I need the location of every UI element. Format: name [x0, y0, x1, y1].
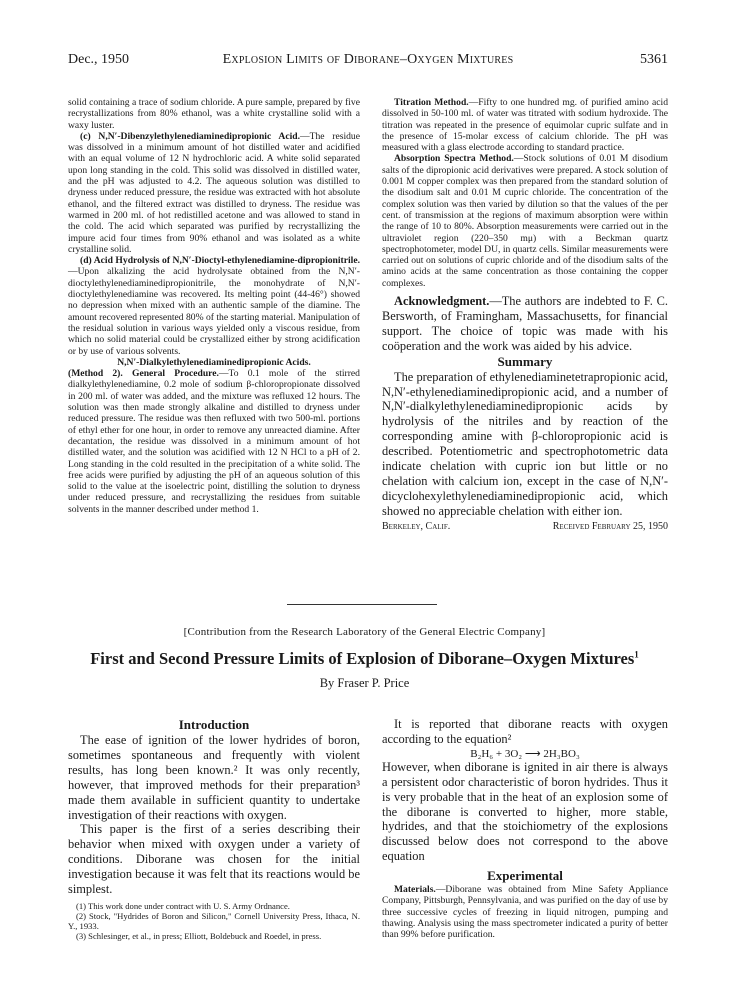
summary-paragraph: The preparation of ethylenediaminetetrapropionic acid, N,N′-ethylenediaminedipropionic acid, and a number of N,N′-dialkylethylenediaminedipropionic acids by hydrolysis of the nitriles and by reaction of the corresponding amine with β-chloropropionic acid is described. Potentiometric and spectrophotometric data indicate chelation with cupric ion but little or no chelation with calcium ion, except in the case of N,N′-dicyclohexylethylenediaminedipropionic acid, which showed no appreciable chelation with either ion. — [382, 369, 668, 518]
paragraph-heading: Materials. — [394, 884, 436, 896]
paragraph: The ease of ignition of the lower hydrides of boron, sometimes spontaneous and frequently with violent results, has long been known.² It was only recently, however, that improved methods for their preparation³ made them available in sufficient quantity to undertake investigation of their reactions with oxygen. — [68, 733, 360, 822]
issue-date: Dec., 1950 — [68, 52, 130, 67]
paragraph — [382, 97, 668, 153]
paragraph-heading: (Method 2). General Procedure. — [68, 368, 219, 380]
paragraph — [382, 153, 668, 289]
paragraph: solid containing a trace of sodium chloride. A pure sample, prepared by five recrystallizations from 80% ethanol, was a white crystalline solid with a waxy luster. — [68, 97, 360, 131]
footnote: (3) Schlesinger, et al., in press; Elliott, Boldebuck and Roedel, in press. — [76, 930, 322, 941]
contribution-line: [Contribution from the Research Laboratory of the General Electric Company] — [183, 626, 546, 638]
chemical-equation: B₂H₆ + 3O₂ ⟶ 2H₃BO₃ — [470, 747, 580, 760]
paragraph-body: —To 0.1 mole of the stirred dialkylethylenediamine, 0.2 mole of sodium β-chloropropionate dissolved in 200 ml. of water was added, and the mixture was refluxed 12 hours. The solution was then made strongly alkaline and distilled to dryness under reduced pressure. The residue was then refluxed with two 500-ml. portions of ethyl ether for one hour, in order to remove any unreacted diamine. After decantation, the residue was dissolved in a minimum amount of hot distilled water, and the solution was acidified with 12 N HCl to a pH of 2. Long standing in the cold resulted in the precipitation of a white solid. The free acids were purified by adjusting the pH of an aqueous solution of this solid to the value at the isoelectric point, distilling the solution to dryness under reduced pressure, and recrystallizing the residues from suitable solvents in the manner described under method 1. — [68, 368, 360, 515]
paragraph-body: —Upon alkalizing the acid hydrolysate obtained from the N,N′-dioctylethylenediaminedipropionitrile, the monohydrate of N,N′-dioctylethylenediamine was recovered. Its melting point (44-46°) showed no depression when mixed with an authentic sample of the diamine. The amount recovered represented 80% of the starting material. Manipulation of the residual solution in various ways yielded only a viscous residue, from which no solid material could be crystallized either by strong acidification or by use of various solvents. — [68, 266, 360, 357]
article-title-text: First and Second Pressure Limits of Explosion of Diborane–Oxygen Mixtures — [90, 649, 635, 668]
previous-article-right-column — [382, 97, 668, 537]
received-date: Received February 25, 1950 — [552, 520, 668, 532]
location: Berkeley, Calif. — [382, 520, 451, 532]
paragraph-heading: (c) N,N′-Dibenzylethylenediaminedipropionic Acid. — [80, 130, 301, 142]
article-right-column — [382, 717, 668, 941]
running-header — [68, 52, 668, 72]
paragraph-body: —Stock solutions of 0.01 M disodium salts of the dipropionic acid derivatives were prepared. A stock solution of 0.001 M copper complex was then prepared from the standard solution of the disodium salt and 0.01 M cupric chloride. The concentration of the complex solution was then varied by dilution so that the values of the per cent. of transmission at the regions of maximum absorption were within the range of 10 to 80%. Absorption measurements were carried out in the ultraviolet region (220–350 mμ) with a Beckman quartz spectrophotometer, model DU, in quartz cells. Similar measurements were carried out on solutions of cupric chloride and of the disodium salts of the amino acids at the same concentration as those containing the copper complexes. — [382, 153, 669, 289]
paragraph-body: —Diborane was obtained from Mine Safety Appliance Company, Pittsburgh, Pennsylvania, and was purified on the day of use by three successive cycles of freezing in liquid nitrogen, pumping and thawing. Analysis using the mass spectrometer indicated a purity of better than 99% before purification. — [382, 884, 668, 941]
paragraph: It is reported that diborane reacts with oxygen according to the equation² — [382, 717, 668, 746]
page-number: 5361 — [640, 52, 668, 67]
previous-article-left-column — [68, 97, 360, 515]
paragraph-heading: (d) Acid Hydrolysis of N,N′-Dioctyl-ethylenediamine-dipropionitrile. — [80, 255, 360, 267]
article-separator-rule — [287, 604, 437, 605]
paragraph: This paper is the first of a series describing their behavior when mixed with oxygen under a variety of conditions. Diborane was chosen for the initial investigation because it was felt that its reactions would be simplest. — [68, 822, 360, 897]
paragraph — [68, 368, 360, 515]
paragraph — [382, 884, 668, 940]
author-byline: By Fraser P. Price — [319, 676, 410, 690]
running-title: Explosion Limits of Diborane–Oxygen Mixtures — [222, 52, 514, 67]
paragraph — [68, 131, 360, 255]
paragraph: However, when diborane is ignited in air there is always a persistent odor characteristic of boron hydrides. Thus it is very probable that in the heat of an explosion some of the diborane is converted to higher, more stable, hydrides, and that the stoichiometry of the explosions discussed below does not correspond to the above equation — [382, 759, 668, 864]
introduction-heading: Introduction — [178, 717, 250, 732]
footnotes — [68, 901, 360, 941]
paragraph-heading: Absorption Spectra Method. — [394, 153, 514, 165]
footnote: (2) Stock, "Hydrides of Boron and Silicon," Cornell University Press, Ithaca, N. Y., 1933. — [68, 910, 360, 931]
article-title — [30, 649, 699, 669]
acknowledgment-body: —The authors are indebted to F. C. Bersworth, of Framingham, Massachusetts, for financial support. The choice of topic was made with his coöperation and the work was aided by his advice. — [382, 294, 668, 353]
subsection-heading: N,N′-Dialkylethylenediaminedipropionic Acids. — [117, 356, 311, 368]
paragraph — [68, 255, 360, 357]
acknowledgment — [382, 294, 668, 354]
paragraph-heading: Titration Method. — [394, 97, 469, 108]
title-footnote-marker: 1 — [634, 649, 639, 660]
paragraph-body: —Fifty to one hundred mg. of purified amino acid dissolved in 50-100 ml. of water was titrated with sodium hydroxide. The titration was repeated in the presence of equimolar cupric sulfate and in the presence of 15-molar excess of calcium chloride. The pH was measured with a glass electrode according to standard practice. — [382, 97, 668, 154]
signoff — [382, 521, 668, 537]
article-left-column — [68, 717, 360, 941]
summary-heading: Summary — [497, 353, 553, 369]
footnote: (1) This work done under contract with U. S. Army Ordnance. — [76, 900, 290, 911]
acknowledgment-heading: Acknowledgment. — [394, 294, 490, 309]
experimental-heading: Experimental — [487, 868, 563, 884]
paragraph-body: —The residue was dissolved in a minimum amount of hot distilled water and acidified with an equal volume of 12 N hydrochloric acid. A white solid separated upon long standing in the cold. This solid was dissolved in distilled water, and the pH was adjusted to 4.2. The aqueous solution was distilled to dryness under reduced pressure, the residue was extracted with hot absolute ethanol, and the filtered extract was distilled to dryness. The residue was warmed in 200 ml. of hot redistilled acetone and was allowed to stand in the cold. The acid which separated was purified by recrystallizing the impure acid four times from 90% ethanol and was isolated as a white crystalline solid. — [68, 130, 360, 255]
